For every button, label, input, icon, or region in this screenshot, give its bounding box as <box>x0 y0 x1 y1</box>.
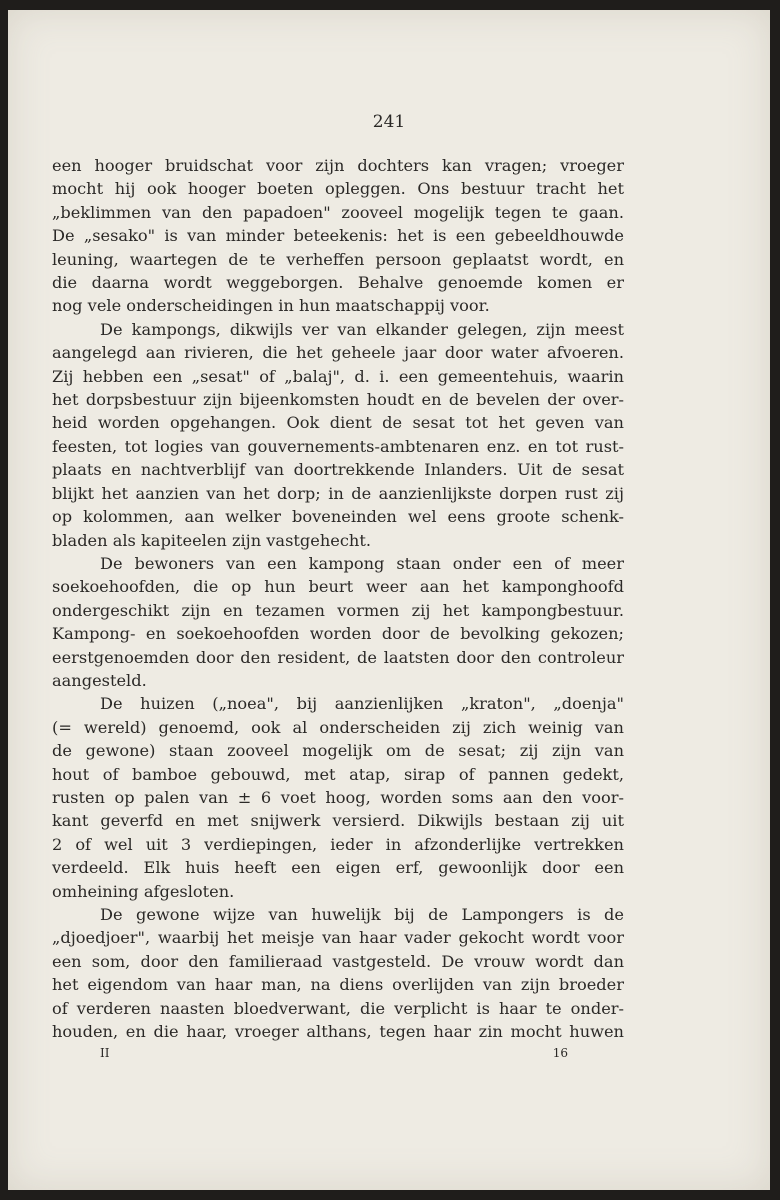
paragraph <box>52 552 624 692</box>
text-line: aangelegd aan rivieren, die het geheele jaar door water afvoeren. <box>52 343 624 363</box>
text-line: De gewone wijze van huwelijk bij de Lampongers is de <box>100 905 624 924</box>
text-line: hout of bamboe gebouwd, met atap, sirap of pannen gedekt, <box>52 764 624 784</box>
paragraph <box>52 692 624 903</box>
text-line: heid worden opgehangen. Ook dient de sesat tot het geven van <box>52 413 624 433</box>
text-line: soekoehoofden, die op hun beurt weer aan het kamponghoofd <box>52 577 624 597</box>
text-line: aangesteld. <box>52 670 147 690</box>
text-line: „beklimmen van den papadoen" zooveel mogelijk tegen te gaan. <box>52 202 624 222</box>
text-line: houden, en die haar, vroeger althans, tegen haar zin mocht huwen <box>52 1022 624 1042</box>
text-line: eerstgenoemden door den resident, de laatsten door den controleur <box>52 647 624 667</box>
text-line: op kolommen, aan welker boveneinden wel eens groote schenk- <box>52 507 624 527</box>
text-line: feesten, tot logies van gouvernements-ambtenaren enz. en tot rust- <box>52 436 624 456</box>
body-text <box>52 154 624 1043</box>
text-line: het dorpsbestuur zijn bijeenkomsten houdt en de bevelen der over- <box>52 390 624 410</box>
text-line: de gewone) staan zooveel mogelijk om de sesat; zij zijn van <box>52 741 624 761</box>
text-line: plaats en nachtverblijf van doortrekkende Inlanders. Uit de sesat <box>52 460 624 480</box>
text-line: nog vele onderscheidingen in hun maatschappij voor. <box>52 296 490 316</box>
text-line: kant geverfd en met snijwerk versierd. Dikwijls bestaan zij uit <box>52 811 624 831</box>
text-line: verdeeld. Elk huis heeft een eigen erf, gewoonlijk door een <box>52 858 624 878</box>
page-footer <box>100 1046 568 1060</box>
text-line: omheining afgesloten. <box>52 881 235 901</box>
book-page <box>8 10 770 1190</box>
text-line: bladen als kapiteelen zijn vastgehecht. <box>52 530 371 550</box>
text-line: rusten op palen van ± 6 voet hoog, worden soms aan den voor- <box>52 787 624 807</box>
text-line: het eigendom van haar man, na diens overlijden van zijn broeder <box>52 975 624 995</box>
text-line: een hooger bruidschat voor zijn dochters kan vragen; vroeger <box>52 156 624 175</box>
text-line: of verderen naasten bloedverwant, die verplicht is haar te onder- <box>52 998 624 1018</box>
text-line: Kampong- en soekoehoofden worden door de bevolking gekozen; <box>52 624 624 644</box>
text-line: ondergeschikt zijn en tezamen vormen zij het kampongbestuur. <box>52 600 624 620</box>
paragraph <box>52 318 624 552</box>
signature-mark: II <box>100 1046 110 1060</box>
text-line: De huizen („noea", bij aanzienlijken „kraton", „doenja" <box>100 694 624 714</box>
page-number: 241 <box>372 112 406 132</box>
paragraph <box>52 903 624 1043</box>
text-line: (= wereld) genoemd, ook al onderscheiden zij zich weinig van <box>52 717 624 737</box>
text-line: mocht hij ook hooger boeten opleggen. Ons bestuur tracht het <box>52 179 624 199</box>
sheet-number: 16 <box>552 1046 568 1060</box>
text-line: Zij hebben een „sesat" of „balaj", d. i. een gemeentehuis, waarin <box>52 366 624 386</box>
text-line: De „sesako" is van minder beteekenis: het is een gebeeldhouwde <box>52 226 624 246</box>
paragraph <box>52 154 624 318</box>
text-line: 2 of wel uit 3 verdiepingen, ieder in afzonderlijke vertrekken <box>52 834 624 854</box>
text-line: „djoedjoer", waarbij het meisje van haar vader gekocht wordt voor <box>52 928 624 948</box>
text-line: leuning, waartegen de te verheffen persoon geplaatst wordt, en <box>52 249 624 269</box>
text-line: die daarna wordt weggeborgen. Behalve genoemde komen er <box>52 273 624 293</box>
text-line: een som, door den familieraad vastgesteld. De vrouw wordt dan <box>52 951 624 971</box>
text-line: De kampongs, dikwijls ver van elkander gelegen, zijn meest <box>100 319 624 339</box>
text-line: blijkt het aanzien van het dorp; in de aanzienlijkste dorpen rust zij <box>52 483 624 503</box>
text-line: De bewoners van een kampong staan onder een of meer <box>100 553 624 573</box>
